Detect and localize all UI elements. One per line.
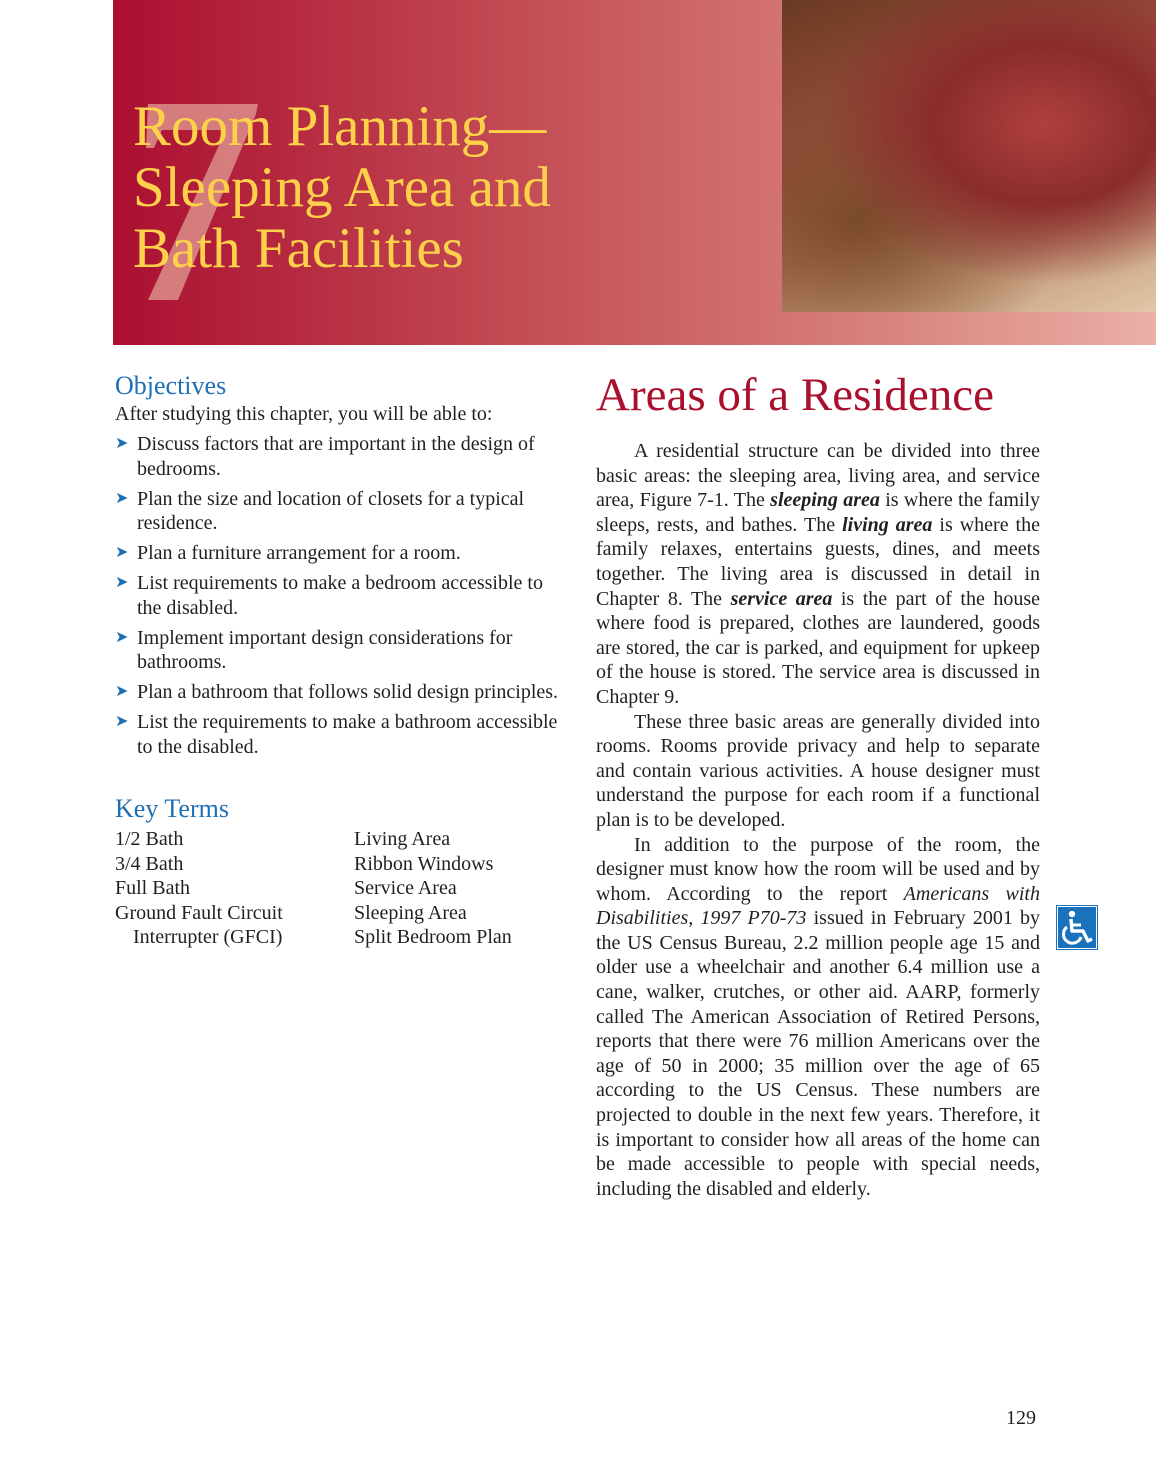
arrow-bullet-icon: ➤ [115, 574, 129, 591]
key-term: Ground Fault Circuit [115, 901, 283, 924]
objectives-intro: After studying this chapter, you will be able to: [115, 403, 493, 425]
paragraph [596, 439, 1040, 710]
objective-text: List requirements to make a bedroom accessible to the disabled. [137, 572, 543, 619]
key-term: Full Bath [115, 877, 191, 899]
title-line: Room Planning— [133, 95, 547, 158]
term-sleeping-area: sleeping area [770, 489, 880, 512]
objective-item [115, 432, 565, 481]
objective-text: Implement important design considerations for bathrooms. [137, 626, 513, 673]
objectives-list [115, 432, 565, 759]
key-term: Interrupter (GFCI) [133, 926, 283, 948]
text: is the part of the house where food is prepared, clothes are laundered, goods are stored, the car is parked, and equipment for upkeep of the house is stored. The service area is discussed in Chapter 9. [596, 587, 1040, 708]
section-heading: Areas of a Residence [596, 369, 995, 421]
objective-item [115, 571, 565, 620]
objective-item [115, 487, 565, 536]
paragraph [596, 833, 1040, 1202]
term-service-area: service area [730, 587, 833, 610]
objective-text: Plan a furniture arrangement for a room. [137, 542, 461, 564]
text: is where the family relaxes, entertains guests, dines, and meets together. The living area is discussed in detail in Chapter 8. The [596, 513, 1040, 610]
objective-item [115, 680, 565, 705]
paragraph: These three basic areas are generally divided into rooms. Rooms provide privacy and help to separate and contain various activities. A house designer must understand the purpose for each room if a functional plan is to be developed. [596, 710, 1040, 831]
arrow-bullet-icon: ➤ [115, 489, 129, 507]
text: A residential structure can be divided into three basic areas: the sleeping area, living area, and service area, Figure 7-1. The [596, 440, 1040, 512]
chapter-title [133, 96, 551, 279]
key-terms-heading: Key Terms [115, 794, 229, 823]
arrow-bullet-icon: ➤ [115, 435, 129, 452]
report-title: Americans with Disabilities, 1997 P70-73 [596, 882, 1040, 930]
objective-text: Plan the size and location of closets for a typical residence. [137, 487, 525, 534]
page-number: 129 [1006, 1407, 1036, 1429]
text: is where the family sleeps, rests, and bathes. The [596, 489, 1040, 536]
living-room-photo [782, 0, 1156, 312]
title-line: Sleeping Area and [133, 156, 551, 219]
wheelchair-accessibility-icon [1056, 905, 1098, 950]
left-column [115, 370, 565, 950]
key-term: Living Area [354, 828, 451, 850]
objective-text: List the requirements to make a bathroom accessible to the disabled. [137, 711, 558, 758]
text: In addition to the purpose of the room, the designer must know how the room will be used and by whom. According to the report [596, 833, 1040, 905]
text: issued in February 2001 by the US Census Bureau, 2.2 million people age 15 and older use a wheelchair and another 6.4 million use a cane, walker, crutches, or other aid. AARP, formerly called The American Association of Retired Persons, reports that there were 76 million Americans over the age of 50 in 2000; 35 million over the age of 65 according to the US Census. These numbers are projected to double in the next few years. Therefore, it is important to consider how all areas of the home can be made accessible to people with special needs, including the disabled and elderly. [596, 907, 1040, 1200]
arrow-bullet-icon: ➤ [115, 628, 129, 646]
objective-item [115, 626, 565, 675]
title-line: Bath Facilities [133, 217, 464, 280]
key-term: Split Bedroom Plan [354, 926, 512, 948]
term-living-area: living area [842, 513, 933, 536]
objectives-heading: Objectives [115, 371, 227, 400]
arrow-bullet-icon: ➤ [115, 544, 129, 561]
key-terms-grid [115, 827, 565, 950]
key-term: Ribbon Windows [354, 852, 494, 875]
objective-text: Discuss factors that are important in the design of bedrooms. [137, 433, 535, 480]
key-term: Service Area [354, 877, 457, 899]
key-term: Sleeping Area [354, 901, 467, 924]
right-column [596, 365, 1040, 1201]
objective-text: Plan a bathroom that follows solid design principles. [137, 681, 559, 703]
objective-item [115, 541, 565, 566]
arrow-bullet-icon: ➤ [115, 713, 129, 730]
key-term: 3/4 Bath [115, 852, 184, 875]
arrow-bullet-icon: ➤ [115, 683, 129, 700]
key-term: 1/2 Bath [115, 828, 184, 850]
objective-item [115, 710, 565, 759]
